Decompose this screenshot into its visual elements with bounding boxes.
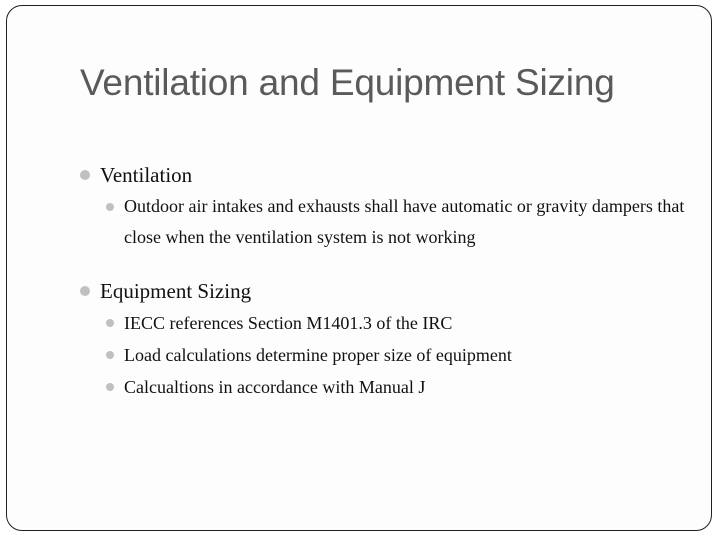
bullet-icon bbox=[80, 286, 90, 296]
bullet-icon bbox=[80, 170, 90, 180]
spacer bbox=[77, 253, 697, 275]
sub-bullet-dampers bbox=[101, 191, 697, 253]
bullet-equipment-sizing bbox=[77, 275, 697, 307]
sub-bullet-list bbox=[101, 307, 697, 403]
sub-bullet-list bbox=[101, 191, 697, 253]
bullet-text: Calcualtions in accordance with Manual J bbox=[124, 377, 426, 397]
bullet-icon bbox=[106, 351, 114, 359]
slide bbox=[6, 5, 712, 531]
bullet-icon bbox=[106, 203, 114, 211]
slide-title: Ventilation and Equipment Sizing bbox=[80, 62, 615, 103]
slide-content bbox=[77, 159, 697, 403]
bullet-text: Ventilation bbox=[100, 163, 193, 187]
bullet-icon bbox=[106, 383, 114, 391]
bullet-text: Equipment Sizing bbox=[100, 279, 252, 303]
bullet-text: Load calculations determine proper size of equipment bbox=[124, 345, 512, 365]
sub-bullet-manual-j bbox=[101, 371, 697, 403]
sub-bullet-load-calculations bbox=[101, 339, 697, 371]
sub-bullet-iecc bbox=[101, 307, 697, 339]
bullet-icon bbox=[106, 319, 114, 327]
bullet-text: IECC references Section M1401.3 of the IRC bbox=[124, 313, 453, 333]
bullet-text: Outdoor air intakes and exhausts shall have automatic or gravity dampers that close when the ventilation system is not working bbox=[124, 196, 685, 247]
bullet-ventilation bbox=[77, 159, 697, 191]
